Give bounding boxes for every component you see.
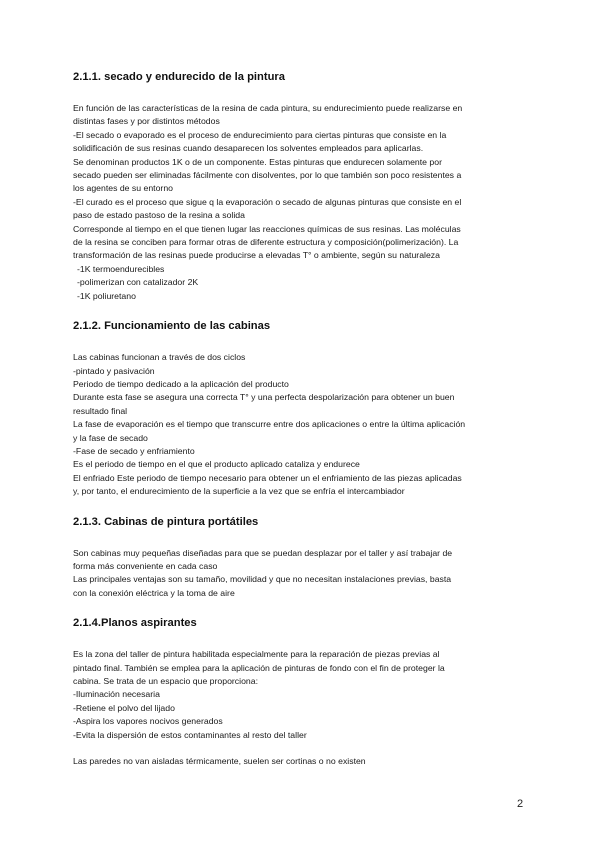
text-line: secado pueden ser eliminadas fácilmente con disolventes, por lo que también son poco resistentes a: [73, 170, 462, 181]
text-line: Periodo de tiempo dedicado a la aplicación del producto: [73, 378, 289, 389]
text-line: solidificación de sus resinas cuando desaparecen los solventes empleados para aplicarlas.: [73, 143, 424, 154]
text-line: Las paredes no van aisladas térmicamente, suelen ser cortinas o no existen: [73, 756, 366, 767]
text-line: con la conexión eléctrica y la toma de aire: [73, 587, 235, 598]
text-line: En función de las características de la resina de cada pintura, su endurecimiento puede realizarse en: [73, 103, 463, 113]
text-line: -Fase de secado y enfriamiento: [73, 445, 195, 456]
text-line: transformación de las resinas puede producirse a elevadas T° o ambiente, según su naturaleza: [73, 250, 440, 261]
page-number: 2: [517, 798, 524, 810]
list-item: -Retiene el polvo del lijado: [73, 702, 175, 713]
text-line: y la fase de secado: [73, 432, 148, 443]
paragraph: [73, 755, 543, 768]
text-line: Las principales ventajas son su tamaño, movilidad y que no necesitan instalaciones previas, basta: [73, 574, 452, 585]
section-2-1-1: [73, 70, 543, 303]
paragraph: [73, 648, 543, 742]
section-2-1-2: [73, 319, 543, 498]
paragraph: [73, 547, 543, 601]
section-heading: 2.1.4.Planos aspirantes: [73, 617, 197, 630]
text-line: pintado final. También se emplea para la aplicación de pinturas de fondo con el fin de proteger la: [73, 662, 445, 673]
text-line: -El curado es el proceso que sigue q la evaporación o secado de algunas pinturas que consiste en el: [73, 196, 462, 207]
document-page: [73, 70, 543, 768]
section-2-1-4: [73, 616, 543, 768]
text-line: Es la zona del taller de pintura habilitada especialmente para la reparación de piezas previas al: [73, 649, 440, 660]
section-heading: 2.1.2. Funcionamiento de las cabinas: [73, 320, 271, 333]
paragraph: [73, 102, 543, 303]
list-item: -polimerizan con catalizador 2K: [77, 277, 199, 288]
text-line: Durante esta fase se asegura una correcta T° y una perfecta despolarización para obtener un buen: [73, 392, 455, 403]
text-line: El enfriado Este periodo de tiempo necesario para obtener un el enfriamiento de las piezas aplicadas: [73, 472, 462, 483]
list-item: -Evita la dispersión de estos contaminantes al resto del taller: [73, 729, 307, 740]
list-item: -Iluminación necesaria: [73, 689, 160, 700]
text-line: los agentes de su entorno: [73, 183, 173, 194]
section-heading: 2.1.1. secado y endurecido de la pintura: [73, 71, 286, 83]
section-heading: 2.1.3. Cabinas de pintura portátiles: [73, 515, 259, 528]
text-line: paso de estado pastoso de la resina a solida: [73, 210, 245, 221]
text-line: -El secado o evaporado es el proceso de endurecimiento para ciertas pinturas que consiste en la: [73, 129, 447, 140]
text-line: Son cabinas muy pequeñas diseñadas para que se puedan desplazar por el taller y así trabajar de: [73, 547, 453, 558]
text-line: cabina. Se trata de un espacio que proporciona:: [73, 676, 258, 686]
text-line: Se denominan productos 1K o de un componente. Estas pinturas que endurecen solamente por: [73, 156, 442, 167]
text-line: y, por tanto, el endurecimiento de la superficie a la vez que se enfría el intercambiador: [73, 486, 405, 497]
text-line: Las cabinas funcionan a través de dos ciclos: [73, 352, 246, 363]
list-item: -1K termoendurecibles: [77, 263, 165, 274]
list-item: -Aspira los vapores nocivos generados: [73, 716, 223, 727]
text-line: resultado final: [73, 405, 128, 416]
list-item: -1K poliuretano: [77, 290, 136, 301]
text-line: La fase de evaporación es el tiempo que transcurre entre dos aplicaciones o entre la última aplicación: [73, 419, 466, 430]
section-2-1-3: [73, 515, 543, 601]
text-line: forma más conveniente en cada caso: [73, 560, 218, 571]
paragraph: [73, 351, 543, 498]
text-line: distintas fases y por distintos métodos: [73, 116, 220, 127]
text-line: Es el periodo de tiempo en el que el producto aplicado cataliza y endurece: [73, 459, 360, 470]
text-line: -pintado y pasivación: [73, 365, 155, 376]
text-line: de la resina se conciben para formar otras de diferente estructura y composición(polimerización). La: [73, 237, 459, 248]
text-line: Corresponde al tiempo en el que tienen lugar las reacciones químicas de sus resinas. Las moléculas: [73, 223, 461, 234]
